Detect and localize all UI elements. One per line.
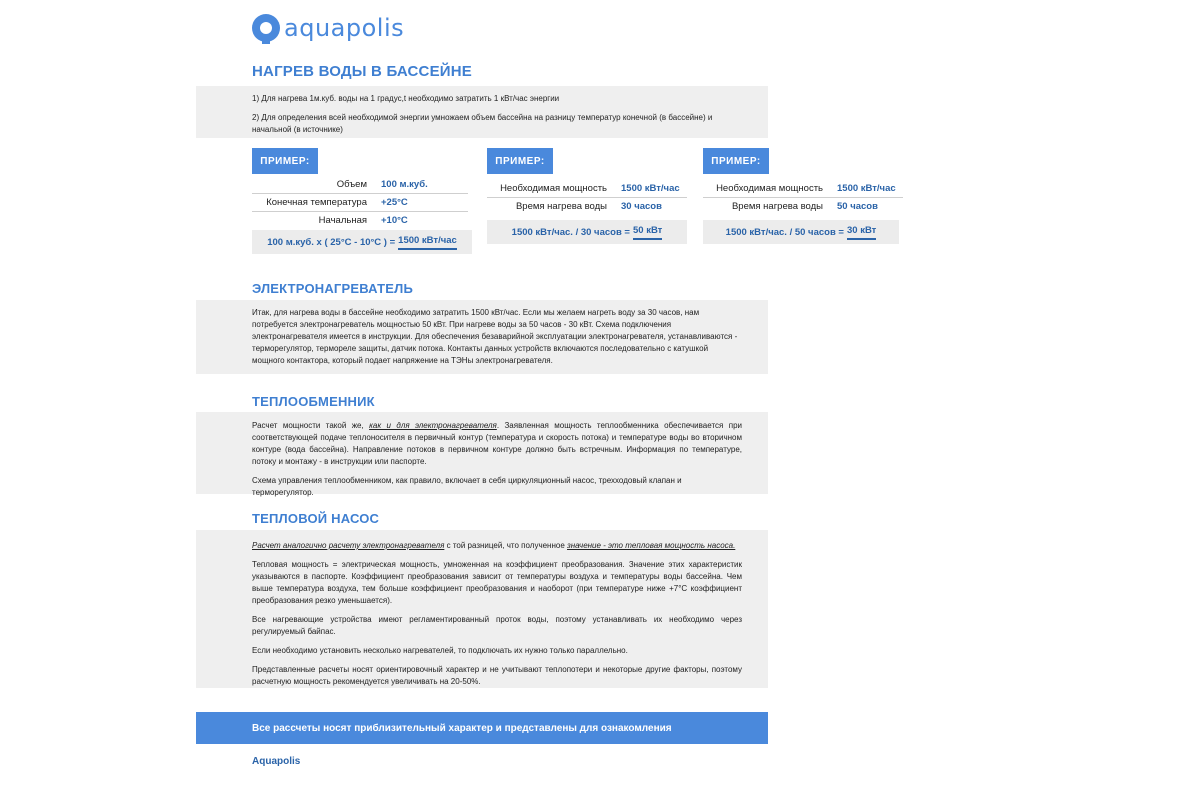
thermal-power-link[interactable]: значение - это тепловая мощность насоса. (567, 541, 736, 550)
intro-line-1: 1) Для нагрева 1м.куб. воды на 1 градус,t необходимо затратить 1 кВт/час энергии (252, 94, 560, 103)
logo-text: aquapolis (284, 14, 405, 42)
heat-exchanger-paragraph-1 (252, 420, 742, 468)
heat-pump-panel (196, 530, 768, 688)
example-2-row (487, 180, 687, 198)
example-1-row (252, 212, 468, 229)
example-3-row (703, 180, 903, 198)
row-label: Время нагрева воды (731, 201, 823, 212)
example-1-formula (252, 230, 472, 254)
row-value: 100 м.куб. (381, 179, 428, 190)
formula-text: 1500 кВт/час. / 30 часов = (511, 226, 630, 238)
electric-heater-text: Итак, для нагрева воды в бассейне необходимо затратить 1500 кВт/час. Если мы желаем нагреть воду за 30 часов, нам потребуется электронагреватель мощностью 50 кВт. При нагреве воды за 50 часов - 30 кВт. Схема подключения электронагревателя имеется в инструкции. Для обеспечения безаварийной эксплуатации электронагревателя, устанавливаются - терморегулятор, термореле защиты, датчик потока. Контакты данных устройств включаются последовательно с катушкой мощного контактора, который подает напряжение на ТЭНы электронагревателя. (252, 308, 738, 365)
example-1-row (252, 176, 468, 194)
example-1-table (252, 176, 468, 229)
section-title-heat-exchanger: ТЕПЛООБМЕННИК (252, 394, 375, 409)
row-value: 30 часов (621, 201, 662, 212)
example-2-table (487, 180, 687, 215)
example-3-row (703, 198, 903, 215)
row-value: 1500 кВт/час (621, 183, 680, 194)
paragraph-text: Расчет мощности такой же, (252, 421, 370, 430)
example-2-badge: ПРИМЕР: (487, 148, 553, 174)
section-title-electric-heater: ЭЛЕКТРОНАГРЕВАТЕЛЬ (252, 281, 414, 296)
example-3-badge: ПРИМЕР: (703, 148, 769, 174)
row-value: +10°C (381, 215, 408, 226)
heat-pump-paragraph-2: Тепловая мощность = электрическая мощность, умноженная на коэффициент преобразования. Значение этих характеристик указываются в паспорте. Коэффициент преобразования зависит от температуры воздуха и температуры воды бассейна. Чем выше температура воздуха, тем больше коэффициент преобразования и наоборот (при температуре ниже +7°С коэффициент преобразования резко уменьшается). (252, 560, 742, 605)
example-1-badge: ПРИМЕР: (252, 148, 318, 174)
heat-pump-paragraph-5: Представленные расчеты носят ориентировочный характер и не учитывают теплопотери и некоторые другие факторы, поэтому расчетную мощность рекомендуется увеличивать на 20-50%. (252, 665, 742, 686)
row-value: 50 часов (837, 201, 878, 212)
example-3-formula (703, 220, 899, 244)
footer-brand-link[interactable]: Aquapolis (252, 756, 301, 767)
formula-text: 1500 кВт/час. / 50 часов = (725, 226, 844, 238)
heat-exchanger-paragraph-2: Схема управления теплообменником, как правило, включает в себя циркуляционный насос, трехходовый клапан и терморегулятор. (252, 476, 682, 497)
row-value: +25°C (381, 197, 408, 208)
paragraph-text: с той разницей, что полученное (444, 541, 568, 550)
row-value: 1500 кВт/час (837, 183, 896, 194)
heat-pump-paragraph-1 (252, 540, 742, 552)
example-2-row (487, 198, 687, 215)
logo[interactable] (252, 14, 404, 42)
section-title-heat-pump: ТЕПЛОВОЙ НАСОС (252, 511, 380, 526)
example-1-row (252, 194, 468, 212)
electric-heater-link[interactable]: как и для электронагревателя (369, 421, 497, 430)
formula-result: 1500 кВт/час (398, 235, 457, 250)
paragraph-text: . Заявленная мощность теплообменника обеспечивается при соответствующей подаче теплоносителя в первичный контур (температура и скорость потока) и температуре воды во вторичном контуре (вода бассейна). Направление потоков в первичном контуре должно быть встречным. Информация по температуре, потоку и монтажу - в инструкции или паспорте. (252, 421, 742, 466)
row-label: Конечная температура (266, 197, 367, 208)
intro-line-2: 2) Для определения всей необходимой энергии умножаем объем бассейна на разницу температур конечной (в бассейне) и начальной (в источнике) (252, 113, 713, 134)
row-label: Необходимая мощность (716, 183, 823, 194)
intro-panel (196, 86, 768, 138)
electric-heater-calc-link[interactable]: Расчет аналогично расчету электронагревателя (252, 541, 445, 550)
section-title-heating: НАГРЕВ ВОДЫ В БАССЕЙНЕ (252, 63, 473, 80)
heat-pump-paragraph-4: Если необходимо установить несколько нагревателей, то подключать их нужно только параллельно. (252, 646, 628, 655)
heat-pump-paragraph-3: Все нагревающие устройства имеют регламентированный проток воды, поэтому устанавливать их необходимо через регулируемый байпас. (252, 615, 742, 636)
example-3-table (703, 180, 903, 215)
disclaimer-banner: Все рассчеты носят приблизительный характер и представлены для ознакомления (196, 712, 768, 744)
formula-text: 100 м.куб. х ( 25°C - 10°C ) = (267, 236, 396, 248)
formula-result: 30 кВт (847, 225, 876, 240)
logo-mark-icon (252, 14, 280, 42)
formula-result: 50 кВт (633, 225, 662, 240)
heat-exchanger-panel (196, 412, 768, 497)
electric-heater-panel (196, 300, 768, 374)
example-2-formula (487, 220, 687, 244)
row-label: Объем (336, 179, 367, 190)
row-label: Необходимая мощность (500, 183, 607, 194)
row-label: Начальная (318, 215, 367, 226)
row-label: Время нагрева воды (515, 201, 607, 212)
